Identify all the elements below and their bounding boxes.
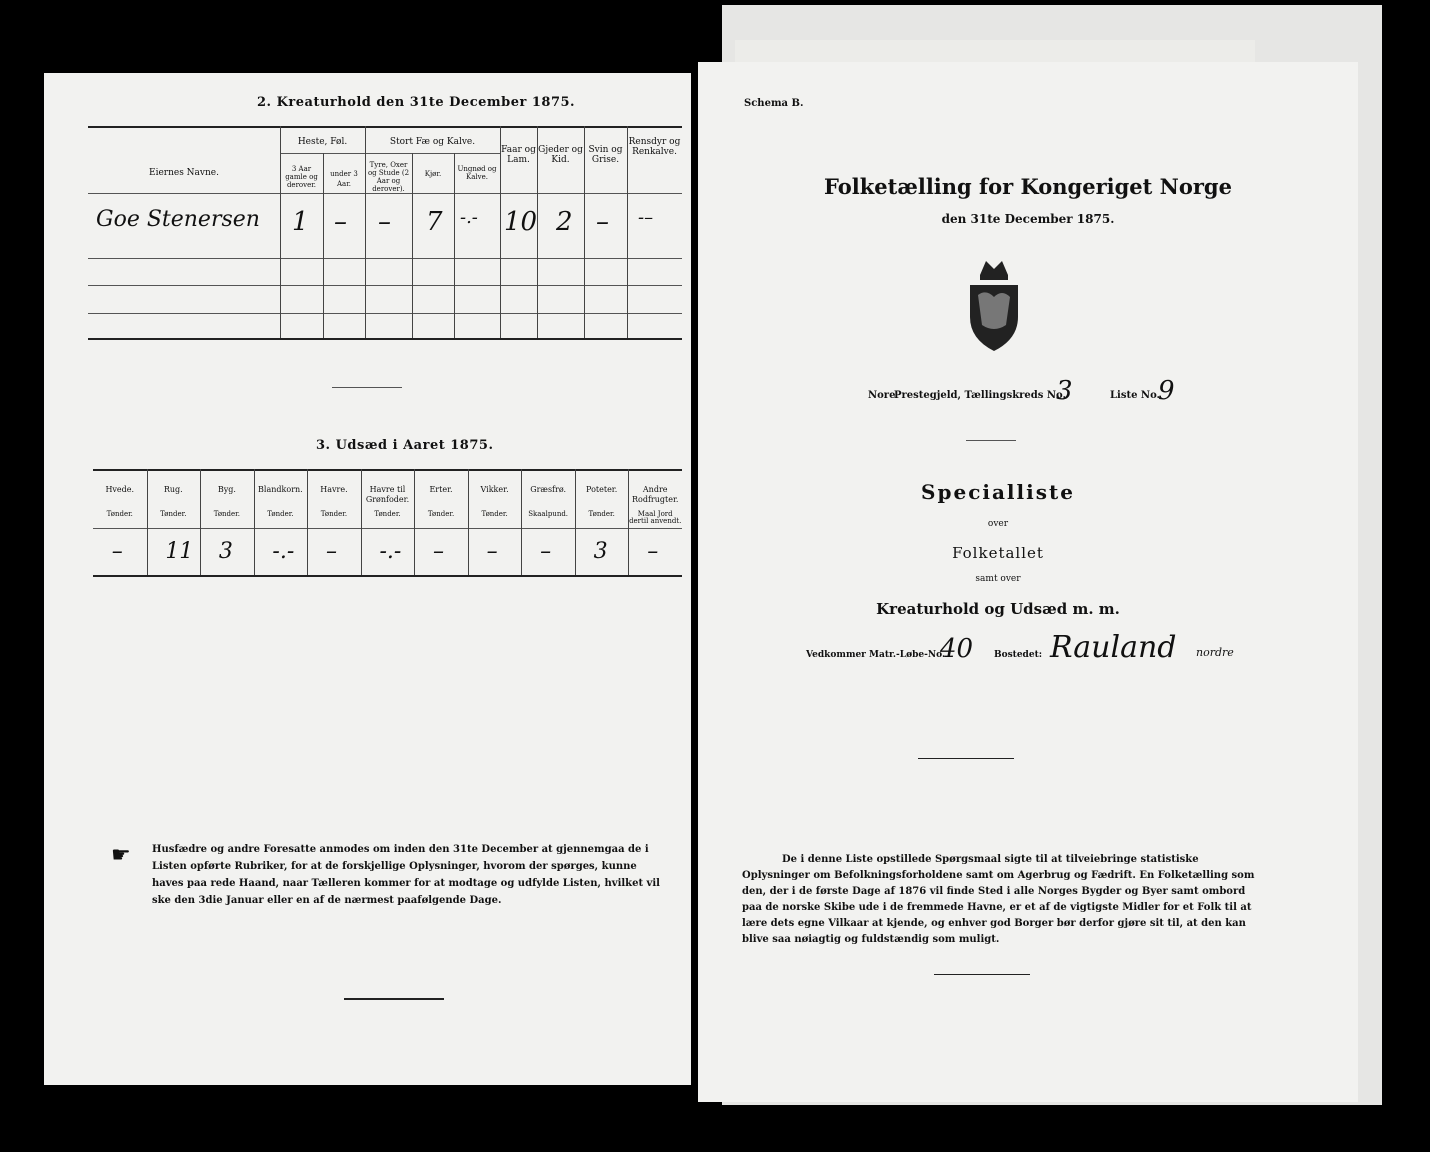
divider bbox=[966, 440, 1016, 441]
sowing-unit: Tønder. bbox=[427, 510, 455, 518]
livestock-title: 2. Kreaturhold den 31te December 1875. bbox=[257, 95, 576, 110]
sowing-value: – bbox=[540, 539, 552, 564]
matr-label: Vedkommer Matr.-Løbe-No. bbox=[806, 650, 946, 660]
tyre-header: Tyre, Oxer og Stude (2 Aar og derover). bbox=[367, 161, 410, 193]
table-rule bbox=[88, 285, 682, 286]
sowing-value: -.- bbox=[379, 539, 402, 564]
livestock-value: 7 bbox=[426, 207, 443, 237]
info-paragraph: De i denne Liste opstillede Spørgsmaal sigte til at tilveiebringe statistiske Oplysninger om Befolkningsforholdene samt om Agerbrug og Fædrift. En Folketælling som den, der i de første Dage af 1876 vil finde Sted i alle Norges Bygder og Byer samt ombord paa de norske Skibe ude i de fremmede Havne, er et af de vigtigste Midler for et Folk til at lære dets egne Vilkaar at kjende, og enhver god Borger bør derfor gjøre sit til, at den kan blive saa nøiagtig og fuldstændig som muligt. bbox=[742, 854, 1255, 945]
table-col-line bbox=[280, 126, 281, 338]
sowing-unit: Skaalpund. bbox=[528, 510, 569, 518]
table-col-line bbox=[627, 126, 628, 338]
bosted-extra: nordre bbox=[1196, 646, 1234, 659]
samt-label: samt over bbox=[975, 574, 1021, 584]
notice-text: Husfædre og andre Foresatte anmodes om inden den 31te December at gjennemgaa de i Listen opførte Rubriker, for at de forskjellige Oplysninger, hvorom der spørges, kunne haves paa rede Haand, naar Tælleren kommer for at modtage og udfylde Listen, hvilket vil ske den 3die Januar eller en af de nærmest paafølgende Dage. bbox=[152, 844, 660, 906]
pointing-hand-icon: ☛ bbox=[111, 843, 131, 868]
left-page bbox=[44, 73, 691, 1085]
table-rule bbox=[88, 258, 682, 259]
stort-fae-header: Stort Fæ og Kalve. bbox=[389, 137, 476, 147]
livestock-value: – bbox=[334, 207, 347, 237]
sowing-unit: Tønder. bbox=[588, 510, 615, 518]
divider bbox=[332, 387, 402, 388]
sowing-header: Erter. bbox=[429, 485, 453, 494]
owner-name: Goe Stenersen bbox=[96, 207, 260, 232]
livestock-value: – bbox=[378, 207, 391, 237]
livestock-value: -.- bbox=[460, 207, 478, 228]
sowing-value: – bbox=[111, 539, 123, 564]
sowing-header: Havre til Grønfoder. bbox=[365, 485, 410, 504]
bosted-name: Rauland bbox=[1050, 630, 1177, 665]
sowing-value: – bbox=[325, 539, 337, 564]
table-rule bbox=[93, 528, 682, 529]
sowing-header: Græsfrø. bbox=[530, 485, 567, 494]
sowing-unit: Tønder. bbox=[106, 510, 133, 518]
kreatur-label: Kreaturhold og Udsæd m. m. bbox=[876, 600, 1120, 618]
coat-of-arms-icon bbox=[964, 255, 1024, 355]
sowing-value: 11 bbox=[165, 539, 194, 564]
sowing-header: Havre. bbox=[320, 485, 348, 494]
divider bbox=[918, 758, 1014, 759]
prestegjeld-label: Prestegjeld, Tællingskreds No. bbox=[894, 390, 1066, 401]
sowing-header: Hvede. bbox=[105, 485, 135, 494]
table-col-line bbox=[412, 153, 413, 338]
faar-header: Faar og Lam. bbox=[501, 145, 536, 165]
table-rule bbox=[93, 575, 682, 577]
livestock-value: -– bbox=[638, 207, 654, 228]
rensdyr-header: Rensdyr og Renkalve. bbox=[628, 137, 681, 157]
census-date: den 31te December 1875. bbox=[941, 212, 1115, 226]
sowing-header: Blandkorn. bbox=[258, 485, 303, 494]
livestock-value: 2 bbox=[556, 207, 573, 237]
table-rule bbox=[280, 153, 500, 154]
heste-young-header: under 3 Aar. bbox=[330, 170, 358, 188]
table-rule bbox=[88, 126, 682, 128]
livestock-value: 10 bbox=[504, 207, 538, 237]
heste-old-header: 3 Aar gamle og derover. bbox=[285, 165, 318, 189]
kjor-header: Kjør. bbox=[424, 170, 442, 178]
sowing-unit: Tønder. bbox=[320, 510, 348, 518]
livestock-value: – bbox=[596, 207, 609, 237]
right-page bbox=[698, 62, 1358, 1102]
schema-label: Schema B. bbox=[744, 98, 804, 109]
ungnod-header: Ungnød og Kalve. bbox=[457, 165, 497, 181]
owner-header: Eiernes Navne. bbox=[149, 168, 219, 178]
divider bbox=[344, 998, 444, 1000]
liste-number: 9 bbox=[1158, 376, 1175, 406]
bosted-label: Bostedet: bbox=[994, 650, 1043, 660]
sowing-unit: Maal Jord dertil anvendt. bbox=[629, 510, 682, 525]
matr-number: 40 bbox=[940, 634, 974, 664]
special-title: Specialliste bbox=[921, 480, 1075, 504]
sowing-value: – bbox=[647, 539, 659, 564]
folketallet-label: Folketallet bbox=[952, 544, 1044, 562]
sowing-header: Andre Rodfrugter. bbox=[631, 485, 679, 504]
sowing-value: 3 bbox=[218, 539, 233, 564]
sowing-unit: Tønder. bbox=[374, 510, 401, 518]
sowing-value: 3 bbox=[593, 539, 608, 564]
gjeder-header: Gjeder og Kid. bbox=[538, 145, 583, 165]
sowing-value: – bbox=[486, 539, 498, 564]
table-rule bbox=[88, 193, 682, 194]
sowing-title: 3. Udsæd i Aaret 1875. bbox=[316, 438, 494, 453]
sowing-header: Poteter. bbox=[586, 485, 618, 494]
sowing-unit: Tønder. bbox=[481, 510, 508, 518]
sowing-header: Rug. bbox=[163, 485, 183, 494]
sowing-unit: Tønder. bbox=[213, 510, 240, 518]
sowing-unit: Tønder. bbox=[160, 510, 187, 518]
census-title: Folketælling for Kongeriget Norge bbox=[824, 174, 1232, 199]
over-label: over bbox=[987, 519, 1009, 529]
sowing-value: -.- bbox=[272, 539, 295, 564]
sowing-header: Vikker. bbox=[480, 485, 509, 494]
table-rule bbox=[93, 469, 682, 471]
liste-label: Liste No. bbox=[1110, 390, 1161, 401]
sowing-unit: Tønder. bbox=[267, 510, 294, 518]
sowing-header: Byg. bbox=[217, 485, 236, 494]
livestock-value: 1 bbox=[292, 207, 309, 237]
kreds-number: 3 bbox=[1056, 376, 1073, 406]
table-rule bbox=[88, 313, 682, 314]
table-rule bbox=[88, 338, 682, 340]
prestegjeld-name: Nore bbox=[868, 390, 896, 401]
sowing-value: – bbox=[433, 539, 445, 564]
svin-header: Svin og Grise. bbox=[588, 145, 623, 165]
heste-header: Heste, Føl. bbox=[297, 137, 348, 147]
divider bbox=[934, 974, 1030, 975]
table-col-line bbox=[365, 126, 366, 338]
